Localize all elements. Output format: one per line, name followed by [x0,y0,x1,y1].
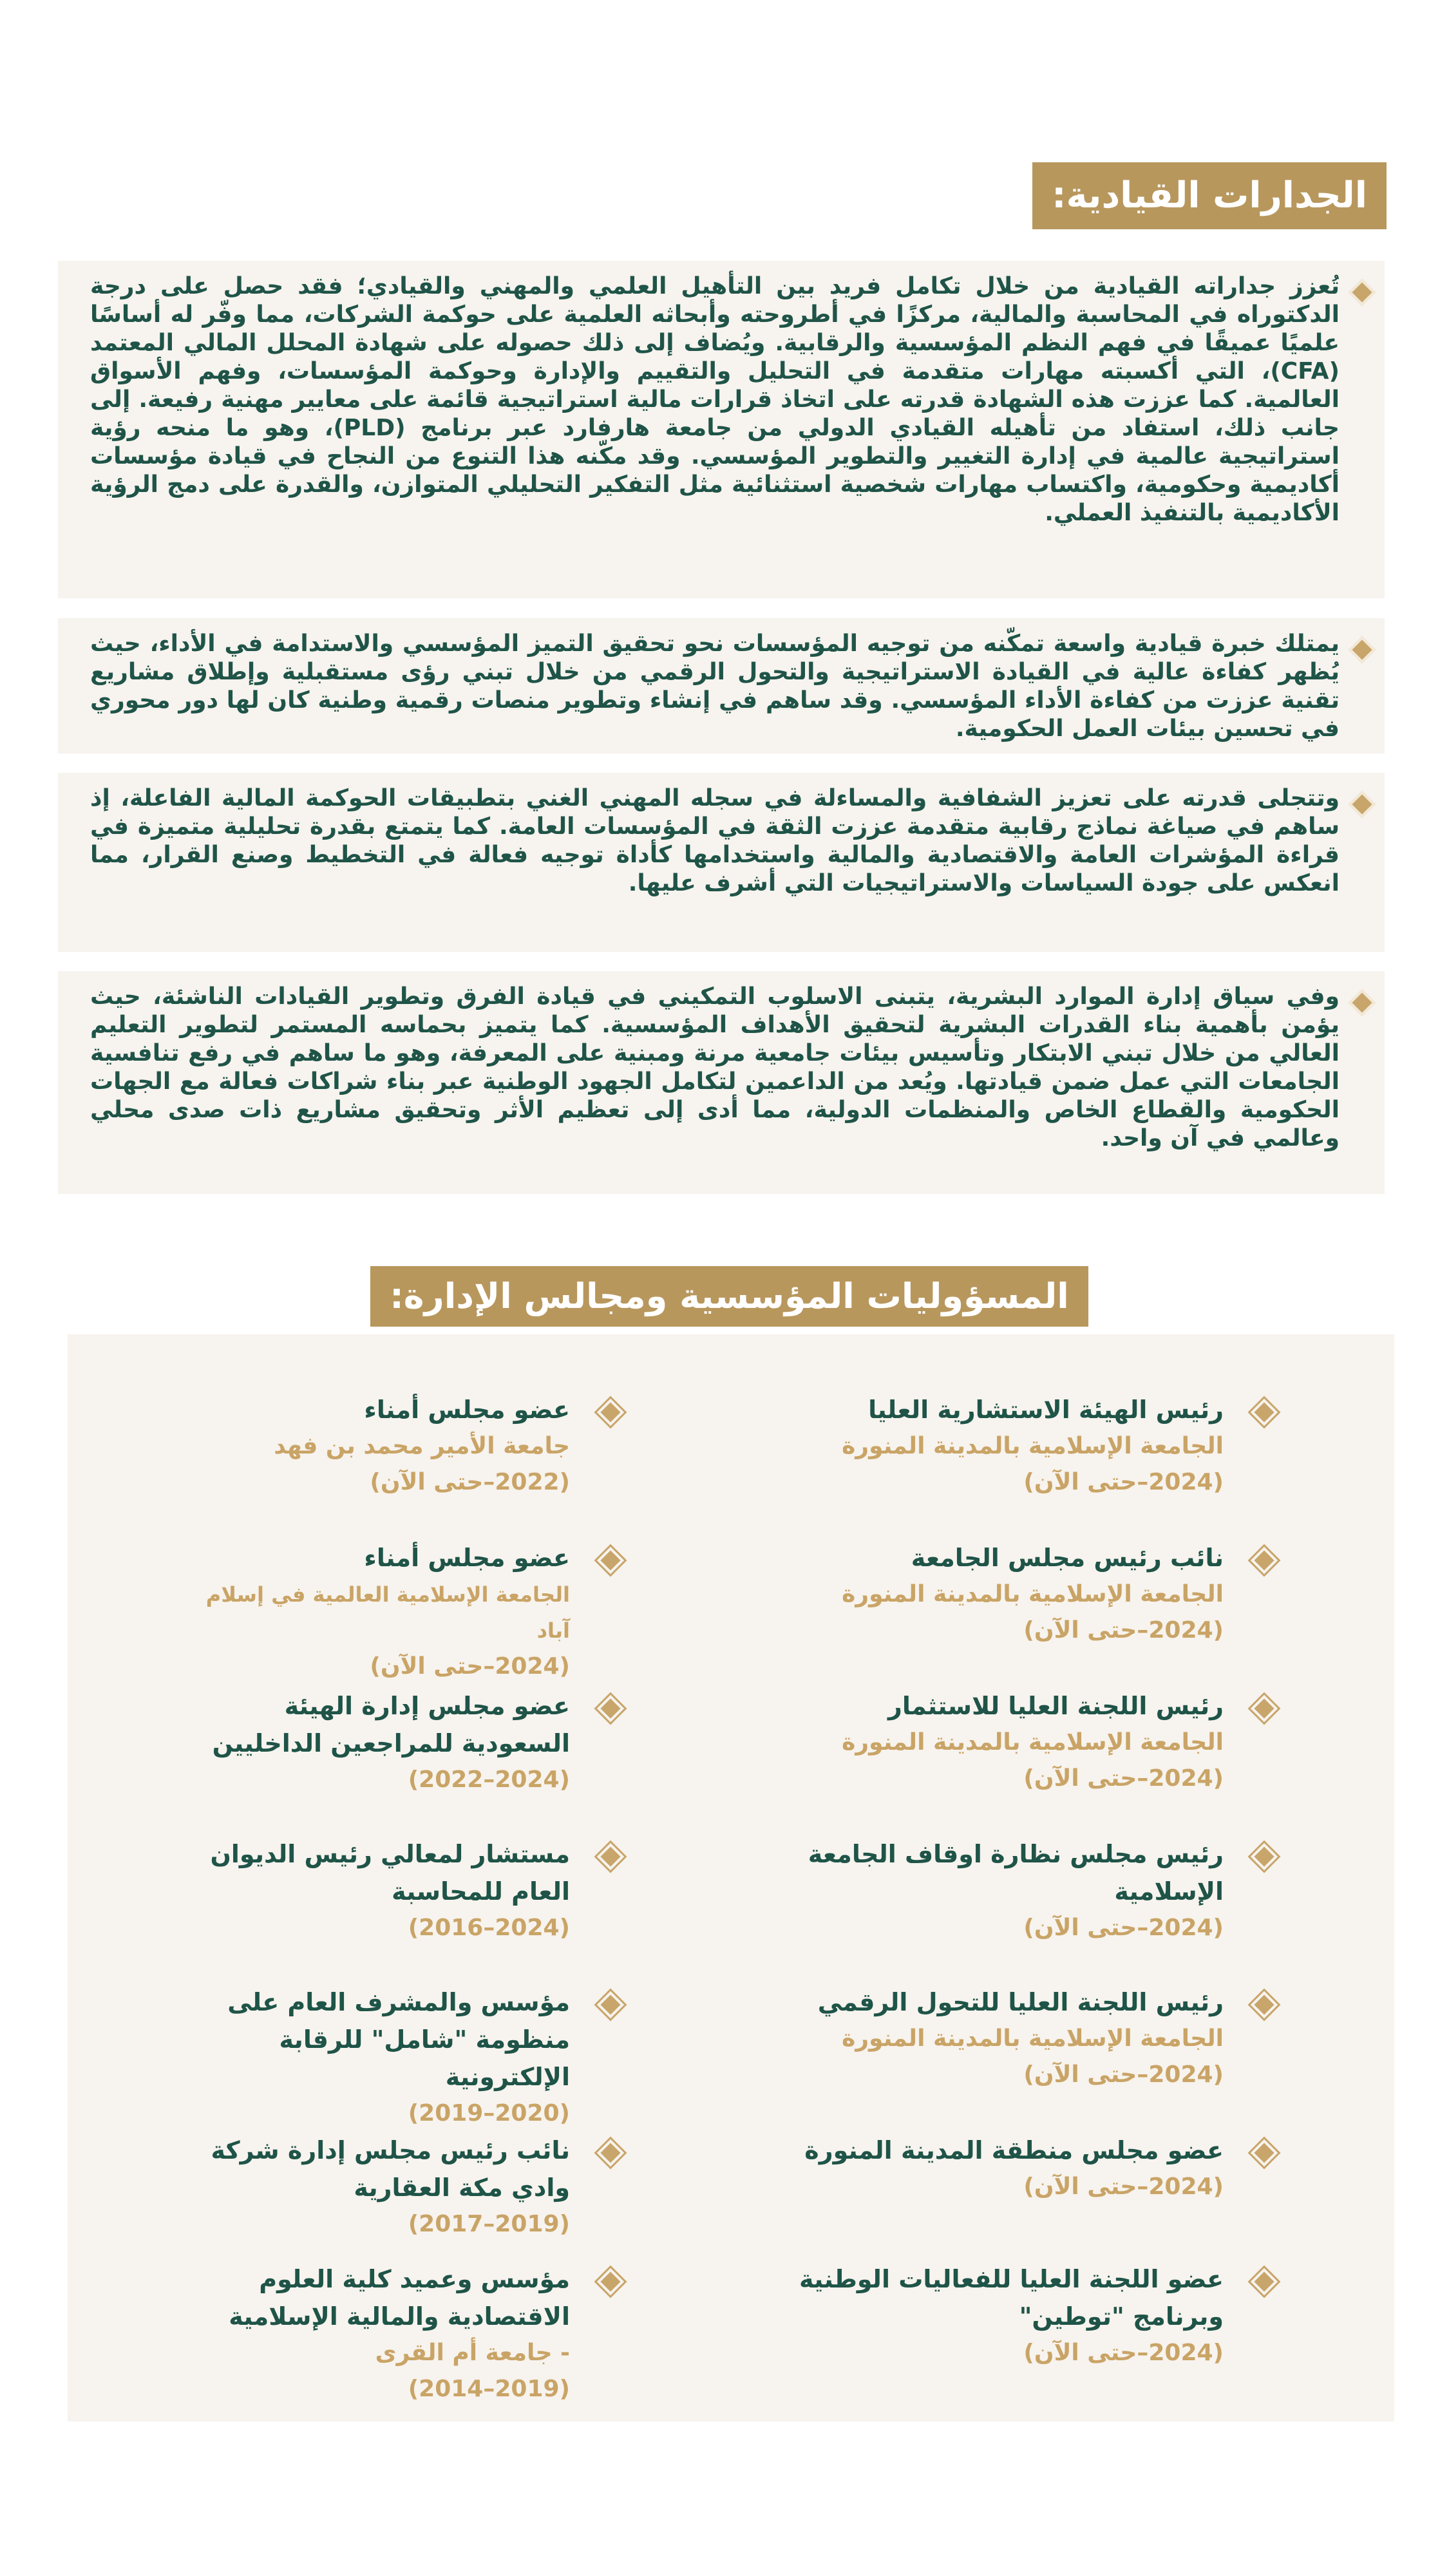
role-title: عضو مجلس أمناء [364,1396,570,1424]
role-title: عضو اللجنة العليا للفعاليات الوطنية وبرنامج "توطين" [799,2265,1224,2331]
role-title: عضو مجلس أمناء [364,1544,570,1572]
role-dates: (2024–2016) [408,1915,570,1941]
role-title: مؤسس والمشرف العام على منظومة "شامل" للرقابة الإلكترونية [227,1988,570,2091]
role-item [171,1835,570,1946]
role-dates: (2024–حتى الآن) [1023,1765,1224,1792]
role-dates: (2024–2022) [408,1766,570,1793]
role-item [760,1835,1224,1946]
diamond-bullet-icon [1349,636,1376,663]
role-dates: (2024–حتى الآن) [1023,1617,1224,1643]
role-title: رئيس مجلس نظارة اوقاف الجامعة الإسلامية [808,1840,1224,1906]
role-item [760,1539,1224,1649]
paragraph-card-1 [58,261,1385,598]
paragraph-card-4 [58,971,1385,1194]
section-title-responsibilities: المسؤوليات المؤسسية ومجالس الإدارة: [370,1266,1088,1327]
role-organization: الجامعة الإسلامية بالمدينة المنورة [842,1581,1224,1607]
role-title: رئيس اللجنة العليا للتحول الرقمي [817,1988,1224,2016]
role-title: نائب رئيس مجلس إدارة شركة وادي مكة العقارية [211,2136,570,2202]
role-organization: - جامعة أم القرى [375,2340,570,2366]
diamond-bullet-icon [1349,279,1376,306]
role-organization: جامعة الأمير محمد بن فهد [274,1433,570,1459]
role-title: مؤسس وعميد كلية العلوم الاقتصادية والمالية الإسلامية [229,2265,570,2331]
role-organization: الجامعة الإسلامية العالمية في إسلام آباد [205,1582,570,1643]
role-title: مستشار لمعالي رئيس الديوان العام للمحاسبة [210,1840,570,1906]
paragraph-text: تُعزز جداراته القيادية من خلال تكامل فريد بين التأهيل العلمي والمهني والقيادي؛ فقد حصل على درجة الدكتوراه في المحاسبة والمالية، مركزًا في أطروحته وأبحاثه العلمية على حوكمة الشركات، مما وفّر له أساسًا علميًا عميقًا في فهم النظم المؤسسية والرقابية. ويُضاف إلى ذلك حصوله على شهادة المحلل المالي المعتمد (CFA)، التي أكسبته مهارات متقدمة في التحليل والتقييم والإدارة وحوكمة المؤسسات، وفهم الأسواق العالمية. كما عززت هذه الشهادة قدرته على اتخاذ قرارات مالية استراتيجية قائمة على معايير مهنية رفيعة. إلى جانب ذلك، استفاد من تأهيله القيادي الدولي من جامعة هارفارد عبر برنامج (PLD)، وهو ما منحه رؤية استراتيجية عالمية في إدارة التغيير والتطوير المؤسسي. وقد مكّنه هذا التنوع من النجاح في قيادة مؤسسات أكاديمية وحكومية، واكتساب مهارات شخصية استثنائية مثل التفكير التحليلي المتوازن، والقدرة على دمج الرؤية الأكاديمية بالتنفيذ العملي. [90,273,1340,526]
role-item [760,1984,1224,2093]
role-title: عضو مجلس منطقة المدينة المنورة [804,2136,1224,2164]
paragraph-card-2 [58,618,1385,753]
role-item [171,2260,570,2407]
paragraph-text: وتتجلى قدرته على تعزيز الشفافية والمساءلة في سجله المهني الغني بتطبيقات الحوكمة المالية الفاعلة، إذ ساهم في صياغة نماذج رقابية متقدمة عززت الثقة في المؤسسات العامة. كما يتمتع بقدرة تحليلية متميزة في قراءة المؤشرات العامة والاقتصادية والمالية واستخدامها كأداة توجيه فعالة في التخطيط وصنع القرار، مما انعكس على جودة السياسات والاستراتيجيات التي أشرف عليها. [90,785,1340,896]
paragraph-card-3 [58,773,1385,952]
role-title: رئيس الهيئة الاستشارية العليا [868,1396,1224,1424]
role-item [760,2260,1224,2371]
role-dates: (2024–حتى الآن) [1023,2061,1224,2088]
role-item [171,1539,570,1685]
paragraph-text: وفي سياق إدارة الموارد البشرية، يتبنى الاسلوب التمكيني في قيادة الفرق وتطوير القيادات الناشئة، حيث يؤمن بأهمية بناء القدرات البشرية لتحقيق الأهداف المؤسسية. كما يتميز بحماسه المستمر لتطوير التعليم العالي من خلال تبني الابتكار وتأسيس بيئات جامعية مرنة ومبنية على المعرفة، وهو ما ساهم في رفع تنافسية الجامعات التي عمل ضمن قيادتها. ويُعد من الداعمين لتكامل الجهود الوطنية عبر بناء شراكات فعالة مع الجهات الحكومية والقطاع الخاص والمنظمات الدولية، مما أدى إلى تعظيم الأثر وتحقيق مشاريع ذات صدى محلي وعالمي في آن واحد. [90,983,1340,1151]
role-dates: (2019–2017) [408,2211,570,2237]
role-dates: (2019–2014) [408,2376,570,2402]
section-title-leadership: الجدارات القيادية: [1032,162,1387,229]
role-item [760,1687,1224,1797]
role-dates: (2022–حتى الآن) [370,1469,570,1495]
role-dates: (2024–حتى الآن) [1023,2174,1224,2200]
role-item [171,1687,570,1798]
role-organization: الجامعة الإسلامية بالمدينة المنورة [842,1729,1224,1756]
diamond-bullet-icon [1349,989,1376,1016]
role-organization: الجامعة الإسلامية بالمدينة المنورة [842,1433,1224,1459]
role-title: عضو مجلس إدارة الهيئة السعودية للمراجعين الداخليين [212,1692,570,1757]
role-title: رئيس اللجنة العليا للاستثمار [888,1692,1224,1720]
role-item [760,2132,1224,2205]
role-item [760,1391,1224,1501]
role-organization: الجامعة الإسلامية بالمدينة المنورة [842,2025,1224,2052]
paragraph-text: يمتلك خبرة قيادية واسعة تمكّنه من توجيه المؤسسات نحو تحقيق التميز المؤسسي والاستدامة في الأداء، حيث يُظهر كفاءة عالية في القيادة الاستراتيجية والتحول الرقمي من خلال تبني رؤى مستقبلية وإطلاق مشاريع تقنية عززت من كفاءة الأداء المؤسسي. وقد ساهم في إنشاء وتطوير منصات رقمية وطنية كان لها دور محوري في تحسين بيئات العمل الحكومية. [90,630,1340,742]
role-item [171,1391,570,1501]
role-dates: (2024–حتى الآن) [1023,1469,1224,1495]
role-item [171,2132,570,2242]
role-dates: (2024–حتى الآن) [1023,2340,1224,2366]
role-dates: (2020–2019) [408,2100,570,2126]
role-title: نائب رئيس مجلس الجامعة [911,1544,1224,1572]
role-dates: (2024–حتى الآن) [1023,1915,1224,1941]
role-dates: (2024–حتى الآن) [370,1653,570,1680]
diamond-bullet-icon [1349,791,1376,818]
role-item [171,1984,570,2132]
